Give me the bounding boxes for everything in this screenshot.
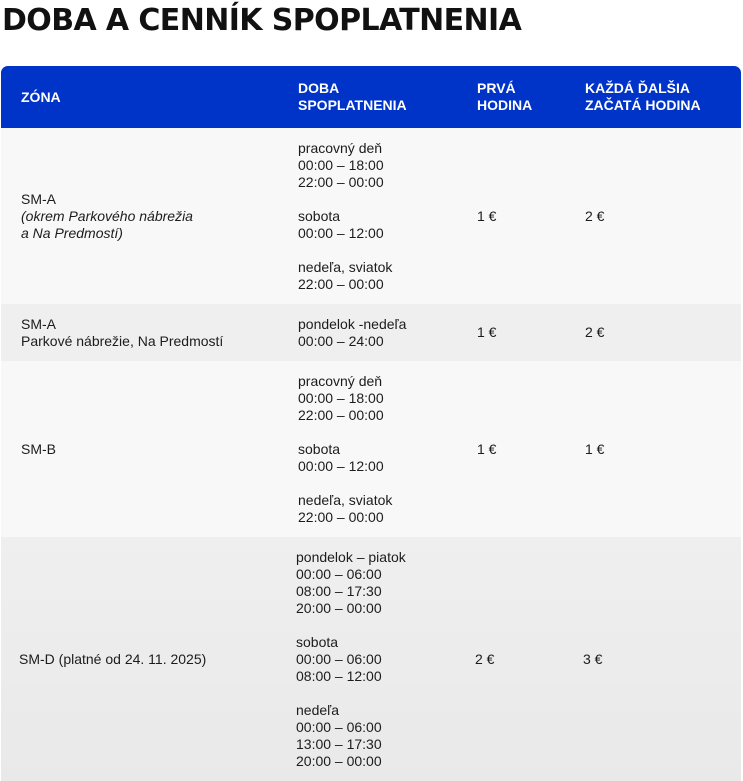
header-zone xyxy=(21,66,271,128)
zone-name: SM-A xyxy=(21,315,56,332)
time-block xyxy=(298,140,384,191)
day-label: pondelok -nedeľa xyxy=(298,315,407,332)
first-hour-price: 1 € xyxy=(477,207,497,224)
header-time-line-2: SPOPLATNENIA xyxy=(298,97,407,113)
zone-cell xyxy=(19,537,279,781)
time-range: 00:00 – 12:00 xyxy=(298,224,384,241)
time-block xyxy=(296,702,382,770)
time-block xyxy=(298,316,406,350)
zone-note-line: a Na Predmostí) xyxy=(21,224,123,241)
time-block xyxy=(296,549,406,617)
time-range: 08:00 – 17:30 xyxy=(296,582,382,599)
time-range: 13:00 – 17:30 xyxy=(296,735,382,752)
day-label: pracovný deň xyxy=(298,372,383,389)
header-next-line-2: ZAČATÁ HODINA xyxy=(585,97,701,113)
time-range: 22:00 – 00:00 xyxy=(298,508,384,525)
next-hour-price: 2 € xyxy=(585,207,605,224)
zone-cell xyxy=(21,304,281,361)
header-time xyxy=(298,66,468,128)
day-label: sobota xyxy=(298,440,341,457)
time-cell xyxy=(298,361,468,537)
table-row xyxy=(1,537,741,781)
time-range: 20:00 – 00:00 xyxy=(296,599,382,616)
day-label: nedeľa, sviatok xyxy=(298,491,393,508)
header-first-line-1: PRVÁ xyxy=(477,80,516,96)
day-label: pondelok – piatok xyxy=(296,548,406,565)
next-hour-price: 2 € xyxy=(585,324,605,340)
zone-note-line: Parkové nábrežie, Na Predmostí xyxy=(21,332,224,349)
pricing-table xyxy=(1,66,741,781)
time-range: 08:00 – 12:00 xyxy=(296,667,382,684)
time-block xyxy=(298,259,392,293)
header-next-line-1: KAŽDÁ ĎALŠIA xyxy=(585,80,690,96)
time-block xyxy=(296,634,382,685)
time-range: 22:00 – 00:00 xyxy=(298,173,384,190)
time-range: 00:00 – 06:00 xyxy=(296,650,382,667)
time-range: 00:00 – 06:00 xyxy=(296,565,382,582)
zone-name: SM-A xyxy=(21,190,56,207)
zone-note-line: (okrem Parkového nábrežia xyxy=(21,207,193,224)
header-time-line-1: DOBA xyxy=(298,80,340,96)
first-hour-price: 1 € xyxy=(477,324,497,340)
header-zone-label: ZÓNA xyxy=(21,88,61,105)
table-row xyxy=(1,361,741,537)
day-label: nedeľa xyxy=(296,701,340,718)
time-cell xyxy=(298,128,468,304)
first-hour-price: 2 € xyxy=(475,650,495,667)
page-title: DOBA A CENNÍK SPOPLATNENIA xyxy=(2,3,522,38)
first-hour-price: 1 € xyxy=(477,440,497,457)
table-row xyxy=(1,304,741,361)
table-row xyxy=(1,128,741,304)
zone-name: SM-B xyxy=(21,440,56,457)
time-range: 22:00 – 00:00 xyxy=(298,406,384,423)
day-label: pracovný deň xyxy=(298,139,383,156)
day-label: nedeľa, sviatok xyxy=(298,258,393,275)
time-range: 00:00 – 24:00 xyxy=(298,332,384,349)
time-block xyxy=(298,373,384,424)
time-block xyxy=(298,492,392,526)
next-hour-price: 3 € xyxy=(583,650,603,667)
zone-name: SM-D (platné od 24. 11. 2025) xyxy=(19,650,207,667)
time-range: 00:00 – 18:00 xyxy=(298,156,384,173)
time-range: 00:00 – 12:00 xyxy=(298,457,384,474)
zone-cell xyxy=(21,128,281,304)
time-cell xyxy=(298,304,468,361)
time-range: 00:00 – 18:00 xyxy=(298,389,384,406)
table-header xyxy=(1,66,741,128)
time-block xyxy=(298,441,384,475)
day-label: sobota xyxy=(296,633,339,650)
time-range: 20:00 – 00:00 xyxy=(296,752,382,769)
time-range: 22:00 – 00:00 xyxy=(298,275,384,292)
header-first-hour xyxy=(477,66,577,128)
zone-cell xyxy=(21,361,281,537)
header-next-hour xyxy=(585,66,735,128)
time-cell xyxy=(296,537,466,781)
time-range: 00:00 – 06:00 xyxy=(296,718,382,735)
day-label: sobota xyxy=(298,207,341,224)
time-block xyxy=(298,208,384,242)
header-first-line-2: HODINA xyxy=(477,97,533,113)
next-hour-price: 1 € xyxy=(585,440,605,457)
